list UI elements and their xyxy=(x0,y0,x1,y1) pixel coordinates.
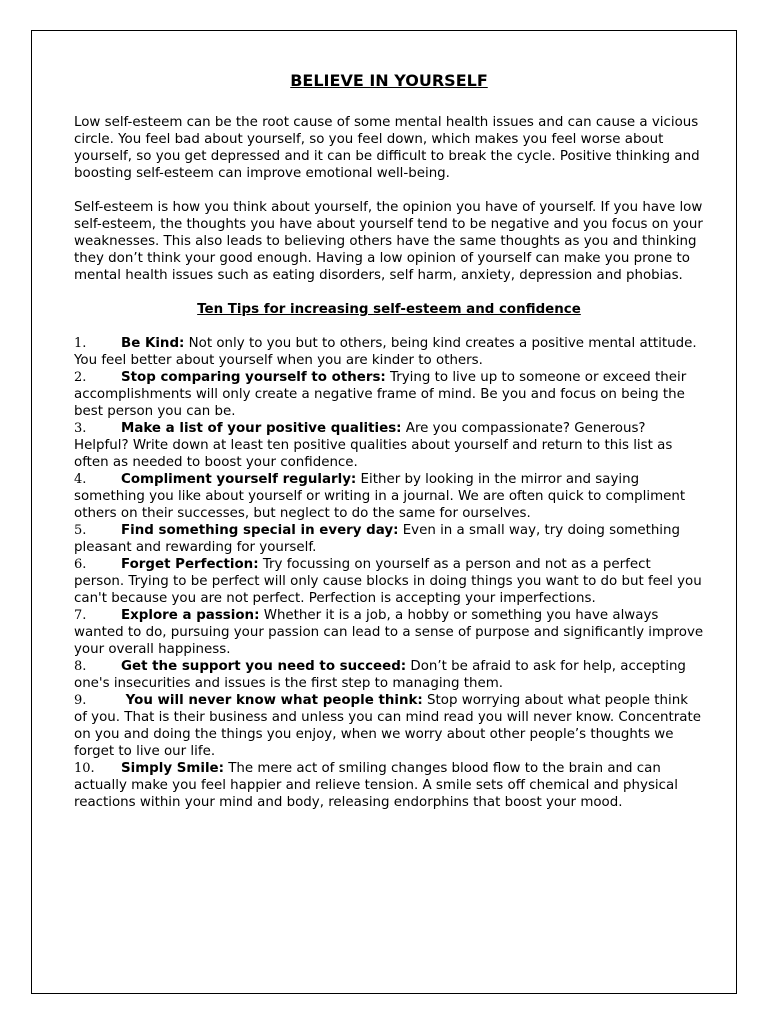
tip-heading: Find something special in every day: xyxy=(121,523,399,538)
document-body xyxy=(74,71,704,811)
tip-item xyxy=(74,692,704,760)
tip-number: 8. xyxy=(74,659,87,674)
page-border xyxy=(31,30,737,994)
tip-text: Trying to live up to someone or exceed their accomplishments will only create a negative frame of mind. Be you and focus on being the best person you can be. xyxy=(74,370,687,419)
tip-number: 4. xyxy=(74,472,87,487)
tips-subtitle: Ten Tips for increasing self-esteem and confidence xyxy=(197,302,581,317)
tip-item xyxy=(74,369,704,420)
tip-heading: Compliment yourself regularly: xyxy=(121,472,357,487)
tip-text: Try focussing on yourself as a person and not as a perfect person. Trying to be perfect will only cause blocks in doing things you want to do but feel you can't because you are not perfect. Perfection is accepting your imperfections. xyxy=(74,557,702,606)
intro-paragraph: Low self-esteem can be the root cause of some mental health issues and can cause a vicious circle. You feel bad about yourself, so you feel down, which makes you feel worse about yourself, so you get depressed and it can be difficult to break the cycle. Positive thinking and boosting self-esteem can improve emotional well-being. xyxy=(74,115,700,181)
tip-item xyxy=(74,658,704,692)
tip-number: 5. xyxy=(74,523,87,538)
self-esteem-paragraph: Self-esteem is how you think about yourself, the opinion you have of yourself. If you have low self-esteem, the thoughts you have about yourself tend to be negative and you focus on your weaknesses. This also leads to believing others have the same thoughts as you and thinking they don’t think your good enough. Having a low opinion of yourself can make you prone to mental health issues such as eating disorders, self harm, anxiety, depression and phobias. xyxy=(74,200,703,283)
tip-item xyxy=(74,471,704,522)
tip-heading: Be Kind: xyxy=(121,336,185,351)
tip-heading: Make a list of your positive qualities: xyxy=(121,421,402,436)
tip-number: 9. xyxy=(74,693,87,708)
tip-number: 7. xyxy=(74,608,87,623)
tip-heading: Explore a passion: xyxy=(121,608,260,623)
tip-heading: Get the support you need to succeed: xyxy=(121,659,407,674)
tip-number: 6. xyxy=(74,557,87,572)
tip-text: Stop worrying about what people think of you. That is their business and unless you can mind read you will never know. Concentrate on you and doing the things you enjoy, when we worry about other people’s thoughts we forget to live our life. xyxy=(74,693,701,759)
tip-number: 3. xyxy=(74,421,87,436)
tip-text: Don’t be afraid to ask for help, accepting one's insecurities and issues is the first step to managing them. xyxy=(74,659,686,691)
tips-list xyxy=(74,335,704,811)
tip-text: Not only to you but to others, being kind creates a positive mental attitude. You feel better about yourself when you are kinder to others. xyxy=(74,336,697,368)
tip-text: Even in a small way, try doing something pleasant and rewarding for yourself. xyxy=(74,523,681,555)
tip-item xyxy=(74,556,704,607)
tip-number: 10. xyxy=(74,761,95,776)
tip-text: Either by looking in the mirror and saying something you like about yourself or writing in a journal. We are often quick to compliment others on their successes, but neglect to do the same for ourselves. xyxy=(74,472,686,521)
tip-item xyxy=(74,335,704,369)
tip-heading: Stop comparing yourself to others: xyxy=(121,370,386,385)
tip-heading: Simply Smile: xyxy=(121,761,224,776)
tip-text: Are you compassionate? Generous? Helpful? Write down at least ten positive qualities about yourself and return to this list as often as needed to boost your confidence. xyxy=(74,421,673,470)
tip-item xyxy=(74,522,704,556)
tip-text: The mere act of smiling changes blood flow to the brain and can actually make you feel happier and relieve tension. A smile sets off chemical and physical reactions within your mind and body, releasing endorphins that boost your mood. xyxy=(74,761,678,810)
tip-text: Whether it is a job, a hobby or something you have always wanted to do, pursuing your passion can lead to a sense of purpose and significantly improve your overall happiness. xyxy=(74,608,704,657)
document-title: BELIEVE IN YOURSELF xyxy=(290,71,488,90)
tip-item xyxy=(74,607,704,658)
tip-item xyxy=(74,760,704,811)
tip-item xyxy=(74,420,704,471)
tip-heading: Forget Perfection: xyxy=(121,557,259,572)
tip-number: 1. xyxy=(74,336,87,351)
tip-number: 2. xyxy=(74,370,87,385)
tip-heading: You will never know what people think: xyxy=(121,693,423,708)
